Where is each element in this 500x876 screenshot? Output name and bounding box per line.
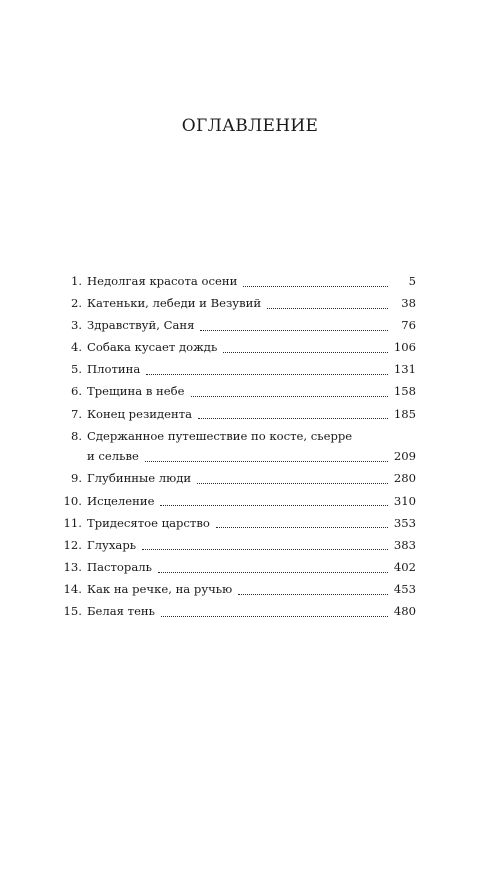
- entry-title: Как на речке, на ручью: [87, 581, 233, 596]
- dot-leader: [197, 483, 388, 484]
- toc-entry-14: [60, 579, 416, 600]
- entry-number: 4.: [70, 340, 82, 355]
- toc-entry-9: [60, 468, 416, 489]
- dot-leader: [158, 572, 388, 573]
- entry-number: 12.: [63, 537, 82, 552]
- entry-number: 1.: [70, 274, 82, 288]
- entry-title: Собака кусает дождь: [87, 340, 218, 355]
- toc-entry-1: [60, 271, 416, 292]
- entry-title: Глухарь: [87, 537, 137, 552]
- entry-number: 8.: [70, 428, 82, 443]
- dot-leader: [198, 418, 388, 419]
- entry-title: Тридесятое царство: [87, 515, 210, 530]
- dot-leader: [200, 330, 388, 331]
- entry-title: Пастораль: [87, 559, 152, 574]
- entry-title: Глубинные люди: [87, 471, 192, 486]
- entry-number: 14.: [63, 581, 82, 596]
- dot-leader: [145, 461, 388, 462]
- entry-number: 9.: [70, 471, 82, 486]
- entry-number: 7.: [70, 406, 82, 421]
- entry-page-number: 5: [408, 274, 416, 288]
- toc-entry-5: [60, 359, 416, 380]
- entry-number: 2.: [70, 296, 82, 311]
- entry-page-number: 185: [393, 406, 416, 421]
- entry-title: Недолгая красота осени: [87, 274, 238, 288]
- entry-title: Исцеление: [87, 493, 155, 508]
- toc-entry-15: [60, 601, 416, 622]
- entry-page-number: 76: [401, 318, 416, 333]
- entry-page-number: 131: [393, 362, 416, 377]
- entry-page-number: 209: [393, 449, 416, 464]
- entry-title-line-2: и сельве: [87, 449, 139, 464]
- toc-entry-13: [60, 557, 416, 578]
- page-title: ОГЛАВЛЕНИЕ: [181, 116, 319, 136]
- entry-title: Белая тень: [87, 604, 155, 619]
- entry-page-number: 480: [393, 604, 416, 619]
- dot-leader: [161, 616, 388, 617]
- entry-title: Здравствуй, Саня: [87, 318, 195, 333]
- entry-number: 11.: [63, 515, 82, 530]
- toc-entry-12: [60, 535, 416, 556]
- entry-number: 15.: [63, 604, 82, 619]
- entry-title: Конец резидента: [87, 406, 193, 421]
- entry-title: Плотина: [87, 362, 141, 377]
- entry-page-number: 280: [393, 471, 416, 486]
- toc-entry-10: [60, 491, 416, 512]
- entry-number: 13.: [63, 559, 82, 574]
- table-of-contents: [60, 271, 416, 623]
- toc-entry-4: [60, 337, 416, 358]
- dot-leader: [267, 308, 388, 309]
- toc-entry-6: [60, 381, 416, 402]
- entry-title: Катеньки, лебеди и Везувий: [87, 296, 262, 311]
- entry-number: 3.: [70, 318, 82, 333]
- entry-page-number: 106: [393, 340, 416, 355]
- entry-page-number: 353: [393, 515, 416, 530]
- entry-page-number: 453: [393, 581, 416, 596]
- entry-number: 5.: [70, 362, 82, 377]
- dot-leader: [191, 396, 388, 397]
- entry-page-number: 38: [401, 296, 416, 311]
- toc-entry-11: [60, 513, 416, 534]
- dot-leader: [146, 374, 388, 375]
- dot-leader: [160, 505, 387, 506]
- dot-leader: [216, 527, 388, 528]
- entry-page-number: 383: [393, 537, 416, 552]
- toc-entry-2: [60, 293, 416, 314]
- dot-leader: [243, 286, 388, 287]
- entry-number: 6.: [70, 384, 82, 399]
- dot-leader: [223, 352, 388, 353]
- entry-title: Трещина в небе: [87, 384, 185, 399]
- toc-entry-3: [60, 315, 416, 336]
- dot-leader: [142, 549, 388, 550]
- entry-title-line-1: Сдержанное путешествие по косте, сьерре: [87, 428, 353, 443]
- toc-entry-7: [60, 404, 416, 425]
- entry-page-number: 158: [393, 384, 416, 399]
- entry-page-number: 310: [393, 493, 416, 508]
- toc-entry-8: [60, 426, 416, 467]
- entry-number: 10.: [63, 493, 82, 508]
- entry-page-number: 402: [393, 559, 416, 574]
- dot-leader: [238, 594, 388, 595]
